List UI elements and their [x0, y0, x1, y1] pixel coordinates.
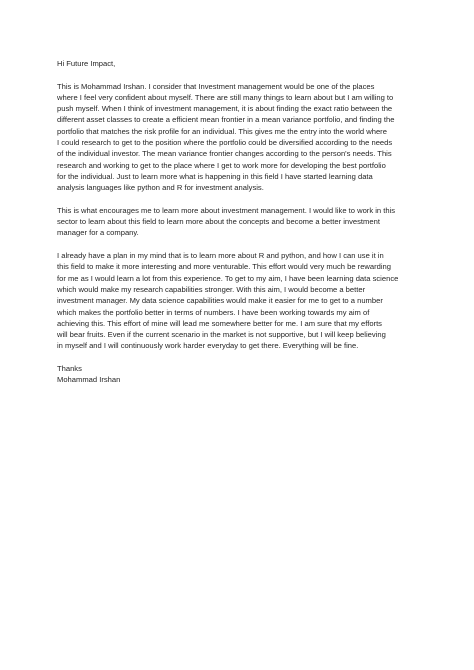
letter-paragraph-3: I already have a plan in my mind that is to learn more about R and python, and how I can use it in this field to make it more interesting and more venturable. This effort would very much be rewarding for me as I would learn a lot from this experience. To get to my aim, I have been learning data science which would make my research capabilities stronger. With this aim, I would become a better investment manager. My data science capabilities would make it easier for me to get to a number which makes the portfolio better in terms of numbers. I have been working towards my aim of achieving this. This effort of mine will lead me somewhere better for me. I am sure that my efforts will bear fruits. Even if the current scenario in the market is not supportive, but I will keep believing in myself and I will continuously work harder everyday to get there. Everything will be fine.: [57, 251, 399, 351]
letter-signature: Mohammad Irshan: [57, 375, 121, 385]
letter-paragraph-1: This is Mohammad Irshan. I consider that Investment management would be one of the places where I feel very confident about myself. There are still many things to learn about but I am willing to push myself. When I think of investment management, it is about finding the exact ratio between the different asset classes to create a efficient mean frontier in a mean variance portfolio, and finding the portfolio that matches the risk profile for an individual. This gives me the entry into the world where I could research to get to the position where the portfolio could be diversified according to the needs of the individual investor. The mean variance frontier changes according to the person's needs. This research and working to get to the place where I get to work more for developing the best portfolio for the individual. Just to learn more what is happening in this field I have started learning data analysis languages like python and R for investment analysis.: [57, 81, 395, 193]
letter-greeting: Hi Future Impact,: [57, 59, 116, 68]
letter-closing: Thanks: [57, 364, 82, 374]
letter-paragraph-2: This is what encourages me to learn more about investment management. I would like to work in this sector to learn about this field to learn more about the concepts and become a better investment manager for a company.: [57, 205, 396, 238]
